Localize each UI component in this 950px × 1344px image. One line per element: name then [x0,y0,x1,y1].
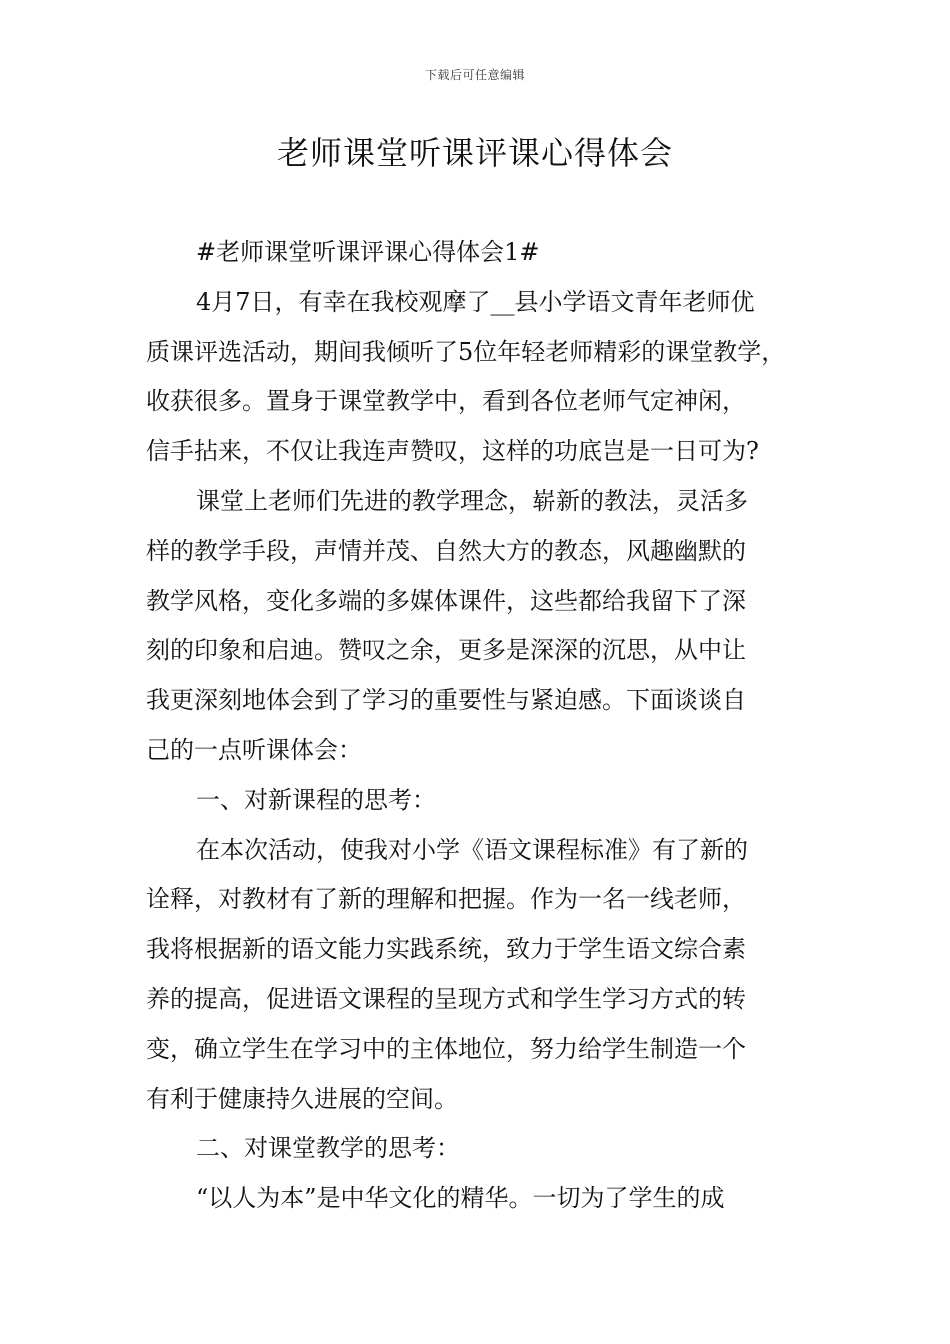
header-note: 下载后可任意编辑 [424,68,525,82]
text-line: 己的一点听课体会： [146,735,362,764]
text-line: 二、对课堂教学的思考： [196,1134,460,1163]
text-line: 课堂上老师们先进的教学理念，崭新的教法，灵活多 [196,486,748,515]
document-title: 老师课堂听课评课心得体会 [276,134,673,172]
text-line: 信手拈来，不仅让我连声赞叹，这样的功底岂是一日可为? [146,437,759,466]
text-line: 我将根据新的语文能力实践系统，致力于学生语文综合素 [146,935,746,964]
text-line: 变，确立学生在学习中的主体地位，努力给学生制造一个 [146,1034,746,1063]
text-line: 诠释，对教材有了新的理解和把握。作为一名一线老师， [146,885,746,914]
text-line: 样的教学手段，声情并茂、自然大方的教态，风趣幽默的 [146,536,746,565]
text-line: 收获很多。置身于课堂教学中，看到各位老师气定神闲， [146,387,746,416]
text-line: 有利于健康持久进展的空间。 [146,1084,458,1113]
text-line: 我更深刻地体会到了学习的重要性与紧迫感。下面谈谈自 [146,686,746,715]
text-line: 教学风格，变化多端的多媒体课件，这些都给我留下了深 [146,586,746,615]
text-line: “以人为本”是中华文化的精华。一切为了学生的成 [196,1184,725,1213]
document-body [146,228,806,1224]
text-line: 在本次活动，使我对小学《语文课程标准》有了新的 [196,835,748,864]
text-line: 养的提高，促进语文课程的呈现方式和学生学习方式的转 [146,984,746,1013]
text-line: #老师课堂听课评课心得体会1# [196,238,540,266]
text-line: 一、对新课程的思考： [196,785,436,814]
text-line: 质课评选活动，期间我倾听了5位年轻老师精彩的课堂教学， [146,337,786,366]
text-line: 4月7日，有幸在我校观摩了__县小学语文青年老师优 [196,287,755,316]
text-line: 刻的印象和启迪。赞叹之余，更多是深深的沉思，从中让 [146,636,746,665]
